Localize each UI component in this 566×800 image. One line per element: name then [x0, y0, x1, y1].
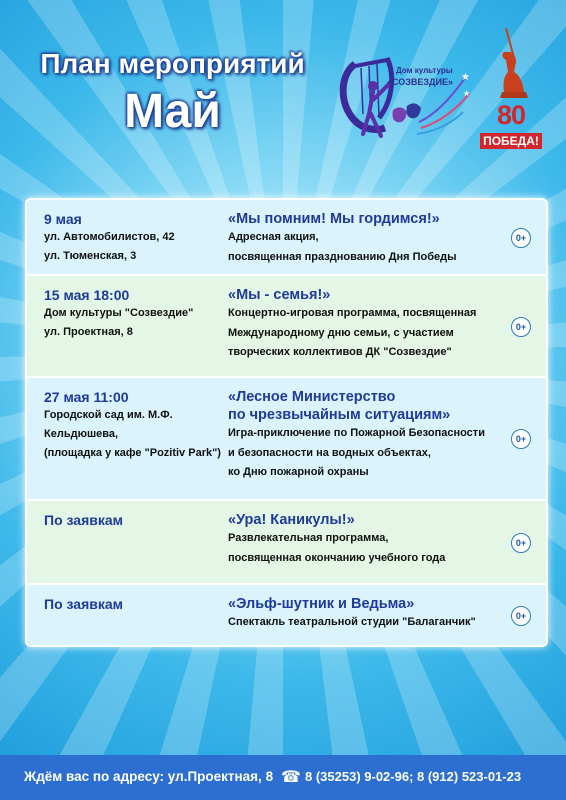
- event-when: [44, 595, 229, 613]
- event-description-line: посвященная окончанию учебного года: [228, 551, 446, 564]
- event-row: [27, 276, 546, 378]
- event-place-line: ул. Автомобилистов, 42: [44, 231, 175, 243]
- event-what: [228, 286, 506, 363]
- age-rating-badge: 0+: [511, 533, 531, 553]
- event-row: [27, 585, 546, 645]
- event-title: «Мы помним! Мы гордимся!»: [228, 211, 440, 227]
- lyre-dancer-icon: [333, 44, 473, 154]
- event-when: [44, 388, 229, 463]
- footer-bar: [0, 755, 566, 800]
- event-description-line: Игра-приключение по Пожарной Безопасности: [228, 427, 485, 439]
- event-place-line: ул. Тюменская, 3: [44, 250, 137, 262]
- victory-80-badge: [476, 28, 546, 153]
- event-place-line: Городской сад им. М.Ф. Кельдюшева,: [44, 409, 173, 440]
- event-description-line: посвященная празднованию Дня Победы: [228, 250, 457, 263]
- victory-word: ПОБЕДА!: [480, 133, 542, 149]
- phone-icon: ☎: [281, 769, 301, 786]
- event-when: [44, 286, 229, 342]
- event-title: «Лесное Министерство: [228, 389, 396, 405]
- event-date: 9 мая: [44, 211, 82, 227]
- event-place-line: Дом культуры "Созвездие": [44, 307, 194, 319]
- svg-text:★: ★: [461, 72, 470, 83]
- event-description-line: Спектакль театральной студии "Балаганчик": [228, 616, 476, 628]
- event-row: [27, 501, 546, 585]
- event-description-line: Международному дню семьи, с участием: [228, 326, 454, 339]
- footer-address: Ждём вас по адресу: ул.Проектная, 8: [24, 769, 274, 784]
- event-title: «Эльф-шутник и Ведьма»: [228, 596, 415, 612]
- victory-number: 80: [496, 100, 526, 130]
- event-description-line: и безопасности на водных объектах,: [228, 446, 431, 459]
- event-date: 15 мая 18:00: [44, 287, 130, 303]
- event-title: «Ура! Каникулы!»: [228, 512, 355, 528]
- event-description-line: ко Дню пожарной охраны: [228, 466, 369, 478]
- event-what: [228, 388, 506, 483]
- event-date: По заявкам: [44, 512, 123, 528]
- culture-house-logo: [333, 44, 473, 154]
- svg-text:★: ★: [463, 89, 471, 98]
- event-date: По заявкам: [44, 596, 123, 612]
- events-schedule-table: [25, 198, 548, 647]
- event-description-line: Адресная акция,: [228, 231, 319, 243]
- footer-phones: 8 (35253) 9-02-96; 8 (912) 523-01-23: [305, 769, 522, 784]
- event-place-line: (площадка у кафе "Pozitiv Park"): [44, 447, 221, 459]
- age-rating-badge: 0+: [511, 429, 531, 449]
- event-row: [27, 378, 546, 501]
- event-description-line: творческих коллективов ДК "Созвездие": [228, 346, 452, 358]
- event-when: [44, 210, 229, 266]
- event-when: [44, 511, 229, 529]
- event-description-line: Концертно-игровая программа, посвященная: [228, 307, 477, 319]
- event-date: 27 мая 11:00: [44, 389, 129, 405]
- event-row: [27, 200, 546, 276]
- logo-name: «СОЗВЕЗДИЕ»: [387, 77, 453, 87]
- age-rating-badge: 0+: [511, 606, 531, 626]
- event-place-line: ул. Проектная, 8: [44, 326, 133, 338]
- age-rating-badge: 0+: [511, 317, 531, 337]
- page-subtitle-month: Май: [124, 85, 221, 138]
- event-title: по чрезвычайным ситуациям»: [228, 407, 451, 423]
- page-title: План мероприятий: [40, 48, 305, 79]
- event-what: [228, 511, 506, 568]
- event-what: [228, 210, 506, 267]
- logo-caption: Дом культуры: [396, 66, 453, 75]
- event-what: [228, 595, 506, 633]
- age-rating-badge: 0+: [511, 228, 531, 248]
- event-description-line: Развлекательная программа,: [228, 532, 389, 544]
- event-title: «Мы - семья!»: [228, 287, 331, 303]
